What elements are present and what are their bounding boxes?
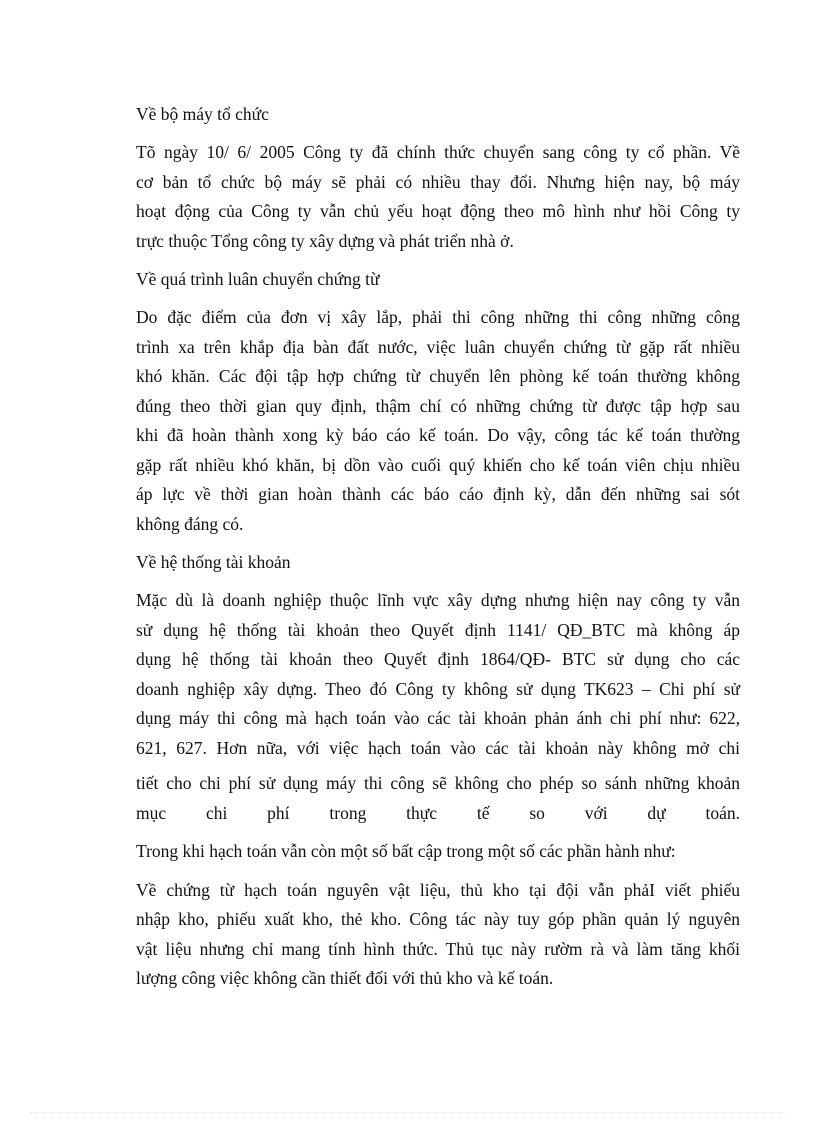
page-bottom-rule: [30, 1112, 786, 1113]
paragraph-line: 621, 627. Hơn nữa, với việc hạch toán vào các tài khoản này không mở chi: [136, 737, 740, 758]
paragraph-line: đúng theo thời gian quy định, thậm chí có những chứng từ được tập hợp sau: [136, 395, 740, 416]
section-paragraph-organization: [136, 138, 740, 256]
paragraph-line: Do đặc điểm của đơn vị xây lắp, phải thi công những thi công những công: [136, 307, 740, 327]
paragraph-line: dụng hệ thống tài khoản theo Quyết định 1864/QĐ- BTC sử dụng cho các: [136, 649, 740, 669]
paragraph-line: gặp rất nhiều khó khăn, bị dồn vào cuối quý khiến cho kế toán viên chịu nhiều: [136, 454, 740, 475]
section-paragraph-document-flow: [136, 303, 740, 539]
paragraph-line: Về chứng từ hạch toán nguyên vật liệu, thủ kho tại đội vẫn phảI viết phiếu: [136, 879, 740, 900]
paragraph-line: mục chi phí trong thực tế so với dự toán.: [136, 802, 740, 823]
section-paragraph-account-system: [136, 586, 740, 828]
paragraph-line: nhập kho, phiếu xuất kho, thẻ kho. Công tác này tuy góp phần quản lý nguyên: [136, 909, 740, 929]
paragraph-line: vật liệu nhưng chỉ mang tính hình thức. Thủ tục này rườm rà và làm tăng khối: [136, 938, 740, 959]
paragraph-line: khi đã hoàn thành xong kỳ báo cáo kế toán. Do vậy, công tác kế toán thường: [136, 425, 740, 445]
section-heading-account-system: Về hệ thống tài khoản: [136, 552, 291, 572]
paragraph-line: trình xa trên khắp địa bàn đất nước, việc luân chuyển chứng từ gặp rất nhiều: [136, 336, 740, 357]
final-paragraph: [136, 876, 740, 994]
section-heading-organization: Về bộ máy tổ chức: [136, 104, 269, 124]
paragraph-line: doanh nghiệp xây dựng. Theo đó Công ty không sử dụng TK623 – Chi phí sử: [136, 678, 740, 699]
paragraph-line: áp lực về thời gian hoàn thành các báo cáo định kỳ, dẫn đến những sai sót: [136, 484, 740, 504]
section-heading-document-flow: Về quá trình luân chuyển chứng từ: [136, 269, 380, 289]
paragraph-line: hoạt động của Công ty vẫn chủ yếu hoạt động theo mô hình như hồi Công ty: [136, 201, 740, 221]
paragraph-line: Mặc dù là doanh nghiệp thuộc lĩnh vực xây dựng nhưng hiện nay công ty vẫn: [136, 590, 740, 610]
paragraph-line: sử dụng hệ thống tài khoản theo Quyết định 1141/ QĐ_BTC mà không áp: [136, 619, 740, 640]
paragraph-line: lượng công việc không cần thiết đối với thủ kho và kế toán.: [136, 968, 554, 988]
paragraph-line: tiết cho chi phí sử dụng máy thi công sẽ không cho phép so sánh những khoản: [136, 773, 740, 793]
paragraph-line: khó khăn. Các đội tập hợp chứng từ chuyển lên phòng kế toán thường không: [136, 366, 740, 386]
paragraph-line: cơ bản tổ chức bộ máy sẽ phải có nhiều thay đổi. Nhưng hiện nay, bộ máy: [136, 171, 740, 192]
intro-line: [136, 837, 740, 867]
paragraph-line: trực thuộc Tổng công ty xây dựng và phát triển nhà ở.: [136, 230, 514, 251]
paragraph-line: Trong khi hạch toán vẫn còn một số bất cập trong một số các phần hành như:: [136, 841, 676, 861]
paragraph-line: không đáng có.: [136, 513, 244, 534]
paragraph-line: dụng máy thi công mà hạch toán vào các tài khoản phản ánh chi phí như: 622,: [136, 708, 740, 728]
paragraph-line: Tõ ngày 10/ 6/ 2005 Công ty đã chính thức chuyển sang công ty cổ phần. Về: [136, 142, 740, 162]
document-body: [136, 100, 740, 1003]
